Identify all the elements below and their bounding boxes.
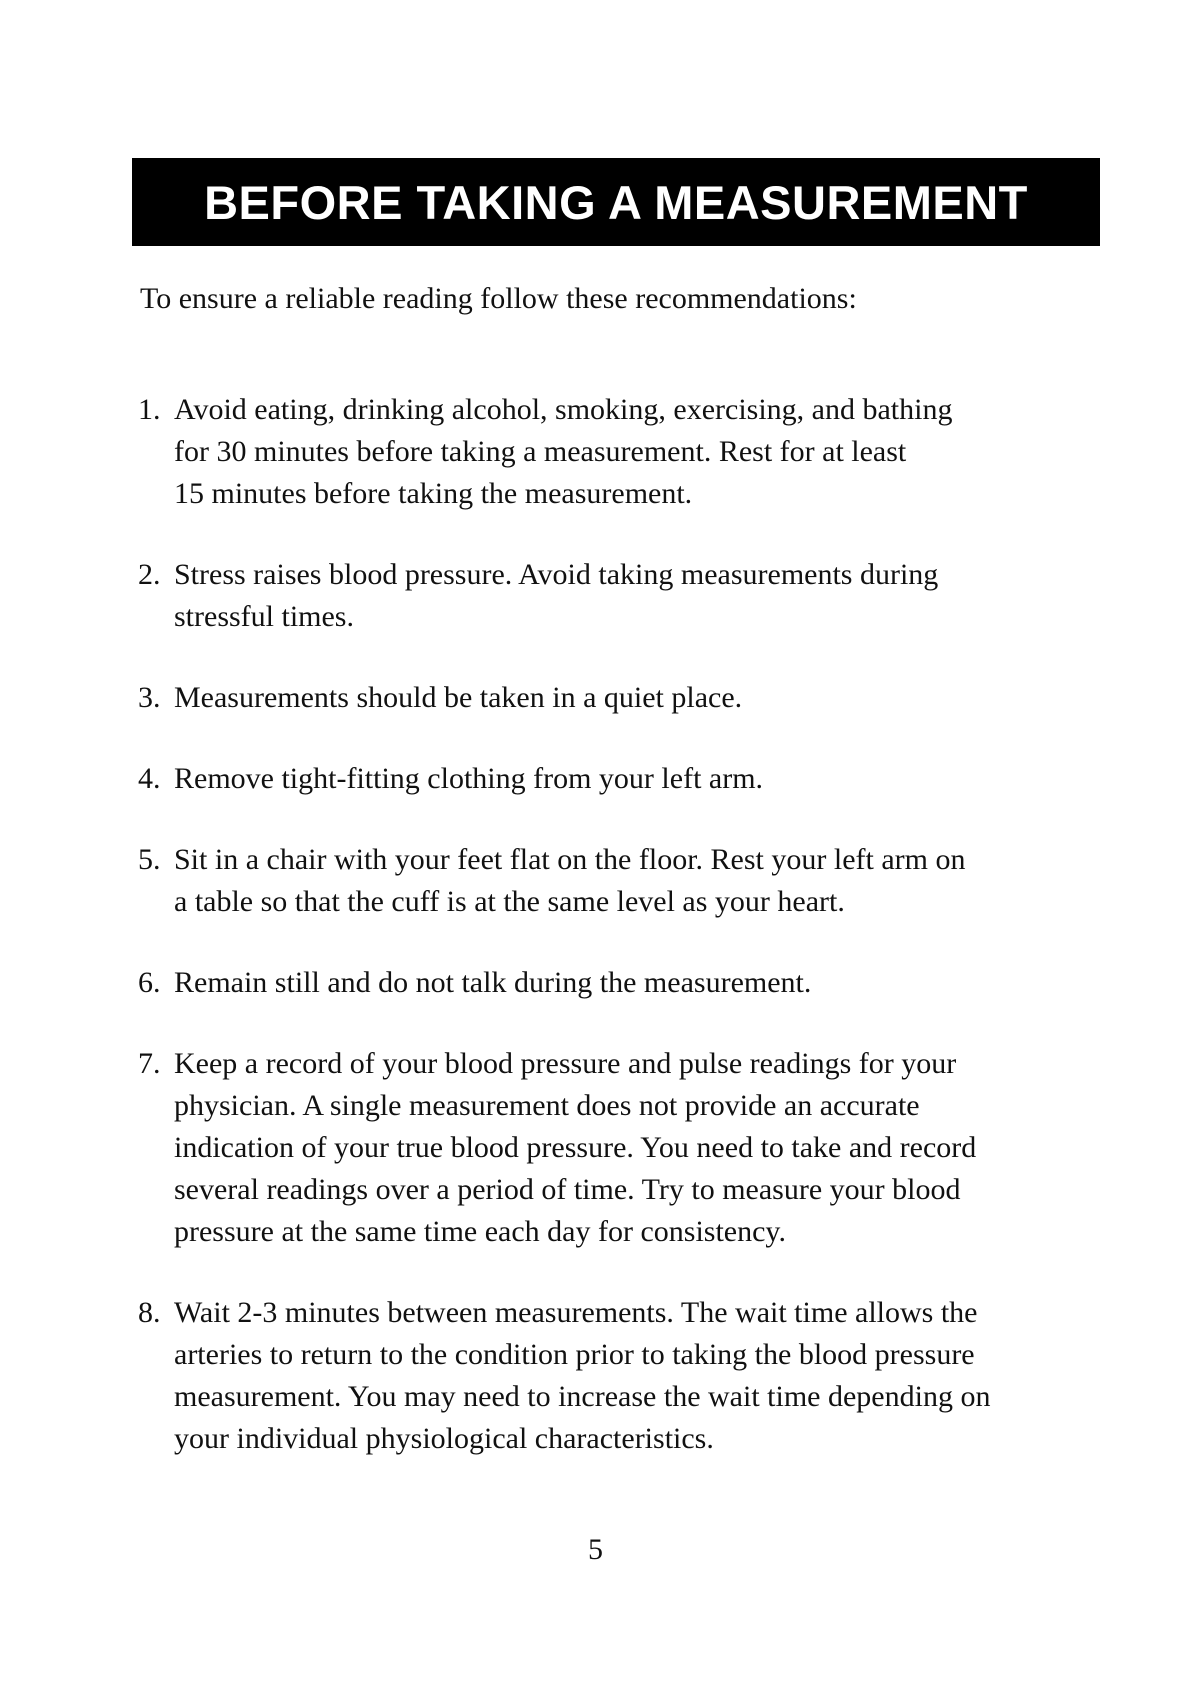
list-item-text: Keep a record of your blood pressure and pulse readings for your physician. A single measurement does not provide an accurate indication of your true blood pressure. You need to take and record several readings over a period of time. Try to measure your blood pressure at the same time each day for consistency. [174,1047,977,1248]
page-number: 5 [588,1533,603,1566]
list-item-number: 7. [138,1047,161,1080]
list-item-text: Remove tight-fitting clothing from your left arm. [174,762,764,795]
list-item-number: 1. [138,393,161,426]
intro-text: To ensure a reliable reading follow these recommendations: [140,282,857,315]
list-item [138,554,1098,638]
list-item-number: 5. [138,843,161,876]
list-item-text: Avoid eating, drinking alcohol, smoking, exercising, and bathing for 30 minutes before taking a measurement. Rest for at least 15 minutes before taking the measurement. [174,393,953,510]
section-title: BEFORE TAKING A MEASUREMENT [204,175,1028,229]
list-item-text: Remain still and do not talk during the measurement. [174,966,812,999]
list-item-text: Measurements should be taken in a quiet place. [174,681,743,714]
list-item-number: 2. [138,558,161,591]
list-item [138,1292,1098,1460]
list-item-number: 4. [138,762,161,795]
list-item-number: 8. [138,1296,161,1329]
list-item-number: 3. [138,681,161,714]
list-item [138,962,1098,1004]
list-item-text: Wait 2-3 minutes between measurements. The wait time allows the arteries to return to the condition prior to taking the blood pressure measurement. You may need to increase the wait time depending on your individual physiological characteristics. [174,1296,991,1455]
list-item-text: Stress raises blood pressure. Avoid taking measurements during stressful times. [174,558,939,633]
list-item-number: 6. [138,966,161,999]
list-item [138,677,1098,719]
section-title-bar [132,158,1100,246]
list-item-text: Sit in a chair with your feet flat on the floor. Rest your left arm on a table so that the cuff is at the same level as your heart. [174,843,966,918]
list-item [138,839,1098,923]
list-item [138,389,1098,515]
list-item [138,758,1098,800]
list-item [138,1043,1098,1253]
recommendations-list [138,389,1098,1499]
